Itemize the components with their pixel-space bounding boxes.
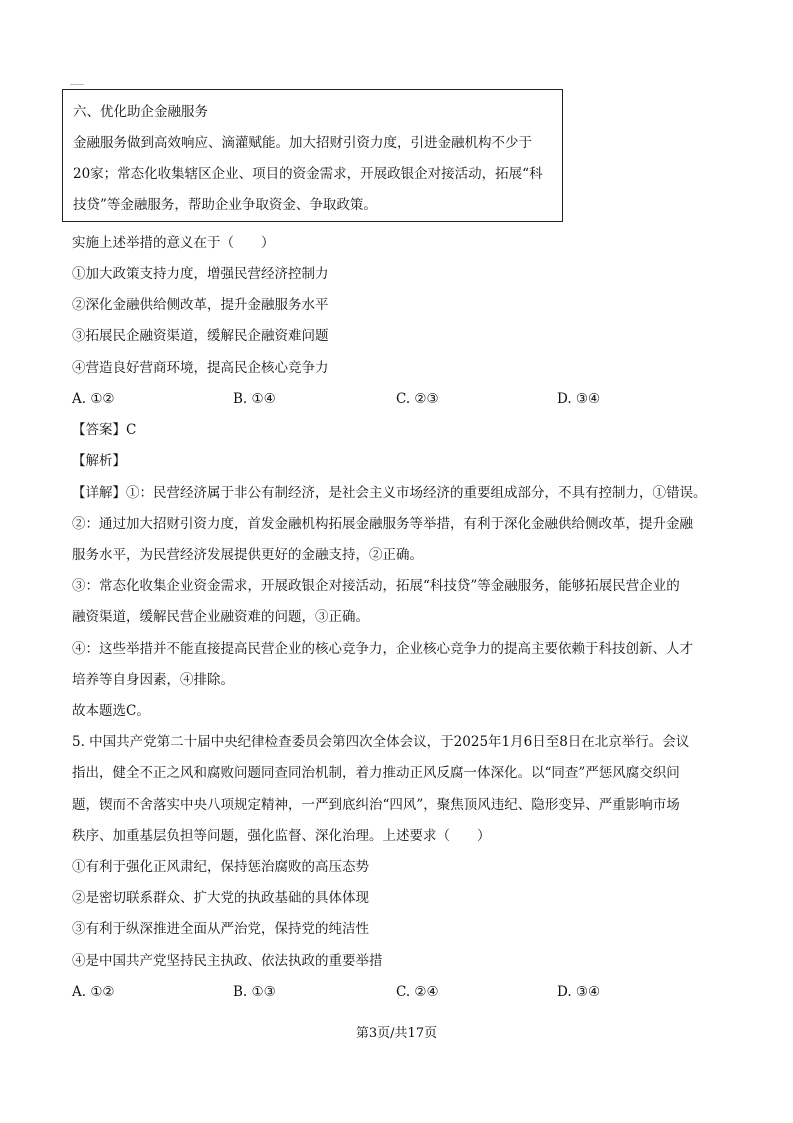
analysis-line: 培养等自身因素，④排除。 (72, 672, 234, 688)
question-stem: 指出，健全不正之风和腐败问题同查同治机制，着力推动正风反腐一体深化。以“同查”严惩风腐交织问 (72, 765, 680, 781)
statement: ②是密切联系群众、扩大党的执政基础的具体体现 (72, 890, 369, 906)
material-heading: 六、优化助企金融服务 (73, 104, 208, 120)
option-a: A. ①② (72, 984, 115, 1000)
question-stem: 实施上述举措的意义在于（ ） (72, 235, 275, 251)
material-line: 20家；常态化收集辖区企业、项目的资金需求，开展政银企对接活动，拓展“科 (73, 166, 543, 182)
statement: ④营造良好营商环境，提高民企核心竞争力 (72, 360, 329, 376)
analysis-line: ②：通过加大招财引资力度，首发金融机构拓展金融服务等举措，有利于深化金融供给侧改革，提升金融 (72, 516, 693, 532)
analysis-line: ③：常态化收集企业资金需求，开展政银企对接活动，拓展“科技贷”等金融服务，能够拓展民营企业的 (72, 578, 680, 594)
statement: ①加大政策支持力度，增强民营经济控制力 (72, 266, 329, 282)
question-stem: 秩序、加重基层负担等问题，强化监督、深化治理。上述要求（ ） (72, 828, 491, 844)
option-d: D. ③④ (557, 391, 601, 407)
analysis-label: 【解析】 (72, 453, 126, 469)
margin-mark (70, 84, 84, 85)
option-b: B. ①③ (233, 984, 276, 1000)
analysis-line: 服务水平，为民营经济发展提供更好的金融支持，②正确。 (72, 547, 423, 563)
answer: 【答案】C (72, 422, 137, 438)
page-number: 第3页/共17页 (355, 1026, 438, 1041)
question-stem: 题，锲而不舍落实中央八项规定精神，一严到底纠治“四风”，聚焦顶风违纪、隐形变异、严重影响市场 (72, 797, 680, 813)
analysis-line: ④：这些举措并不能直接提高民营企业的核心竞争力，企业核心竞争力的提高主要依赖于科技创新、人才 (72, 641, 693, 657)
analysis-line: 融资渠道，缓解民营企业融资难的问题，③正确。 (72, 609, 369, 625)
statement: ②深化金融供给侧改革，提升金融服务水平 (72, 297, 329, 313)
option-c: C. ②③ (396, 391, 439, 407)
material-line: 金融服务做到高效响应、滴灌赋能。加大招财引资力度，引进金融机构不少于 (73, 135, 532, 151)
option-b: B. ①④ (233, 391, 276, 407)
statement: ④是中国共产党坚持民主执政、依法执政的重要举措 (72, 953, 383, 969)
statement: ③有利于纵深推进全面从严治党，保持党的纯洁性 (72, 921, 369, 937)
statement: ①有利于强化正风肃纪，保持惩治腐败的高压态势 (72, 859, 369, 875)
option-a: A. ①② (72, 391, 115, 407)
question-stem: 5. 中国共产党第二十届中央纪律检查委员会第四次全体会议，于2025年1月6日至8日在北京举行。会议 (72, 734, 690, 750)
analysis-line: 故本题选C。 (72, 703, 150, 719)
statement: ③拓展民企融资渠道，缓解民企融资难问题 (72, 328, 329, 344)
option-c: C. ②④ (396, 984, 439, 1000)
option-d: D. ③④ (557, 984, 601, 1000)
material-box (62, 89, 563, 222)
analysis-line: 【详解】①：民营经济属于非公有制经济，是社会主义市场经济的重要组成部分，不具有控制力，①错误。 (72, 485, 707, 501)
material-line: 技贷”等金融服务，帮助企业争取资金、争取政策。 (73, 197, 377, 213)
